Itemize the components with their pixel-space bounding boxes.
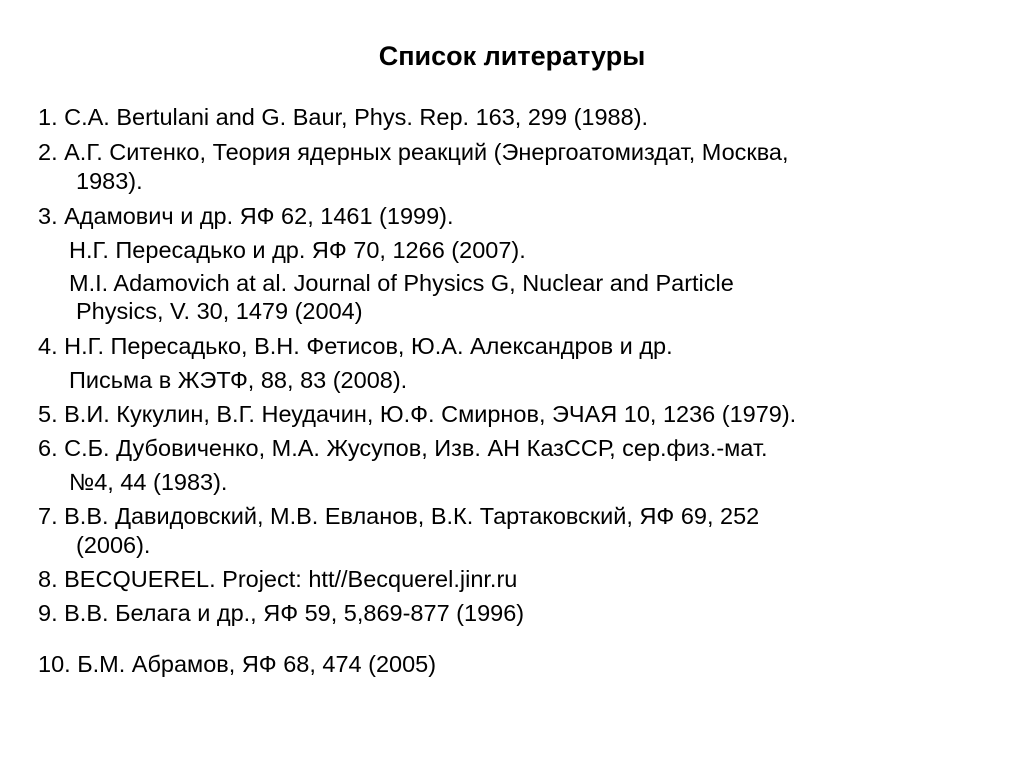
reference-2-line-1: 2. А.Г. Ситенко, Теория ядерных реакций (Энергоатомиздат, Москва, xyxy=(38,139,789,165)
reference-7-line-2: (2006). xyxy=(76,532,151,558)
reference-6-line-2: №4, 44 (1983). xyxy=(69,469,228,495)
reference-8: 8. BECQUEREL. Project: htt//Becquerel.jinr.ru xyxy=(38,566,518,592)
slide-title: Список литературы xyxy=(378,41,646,71)
reference-7-line-1: 7. В.В. Давидовский, М.В. Евланов, В.К. Тартаковский, ЯФ 69, 252 xyxy=(38,503,760,529)
reference-5: 5. В.И. Кукулин, В.Г. Неудачин, Ю.Ф. Смирнов, ЭЧАЯ 10, 1236 (1979). xyxy=(38,401,797,427)
reference-4: 4. Н.Г. Пересадько, В.Н. Фетисов, Ю.А. Александров и др. xyxy=(38,333,673,359)
reference-3-continuation-1: Н.Г. Пересадько и др. ЯФ 70, 1266 (2007). xyxy=(69,237,526,263)
reference-6-line-1: 6. С.Б. Дубовиченко, М.А. Жусупов, Изв. АН КазССР, сер.физ.-мат. xyxy=(38,435,768,461)
reference-3-continuation-2-line-1: M.I. Adamovich at al. Journal of Physics G, Nuclear and Particle xyxy=(69,270,734,296)
reference-9: 9. В.В. Белага и др., ЯФ 59, 5,869-877 (1996) xyxy=(38,600,525,626)
reference-2-line-2: 1983). xyxy=(76,168,143,194)
reference-4-continuation: Письма в ЖЭТФ, 88, 83 (2008). xyxy=(69,367,408,393)
reference-10: 10. Б.М. Абрамов, ЯФ 68, 474 (2005) xyxy=(38,651,437,677)
reference-3: 3. Адамович и др. ЯФ 62, 1461 (1999). xyxy=(38,203,454,229)
reference-3-continuation-2-line-2: Physics, V. 30, 1479 (2004) xyxy=(76,298,363,324)
reference-1: 1. C.A. Bertulani and G. Baur, Phys. Rep. 163, 299 (1988). xyxy=(38,104,649,130)
